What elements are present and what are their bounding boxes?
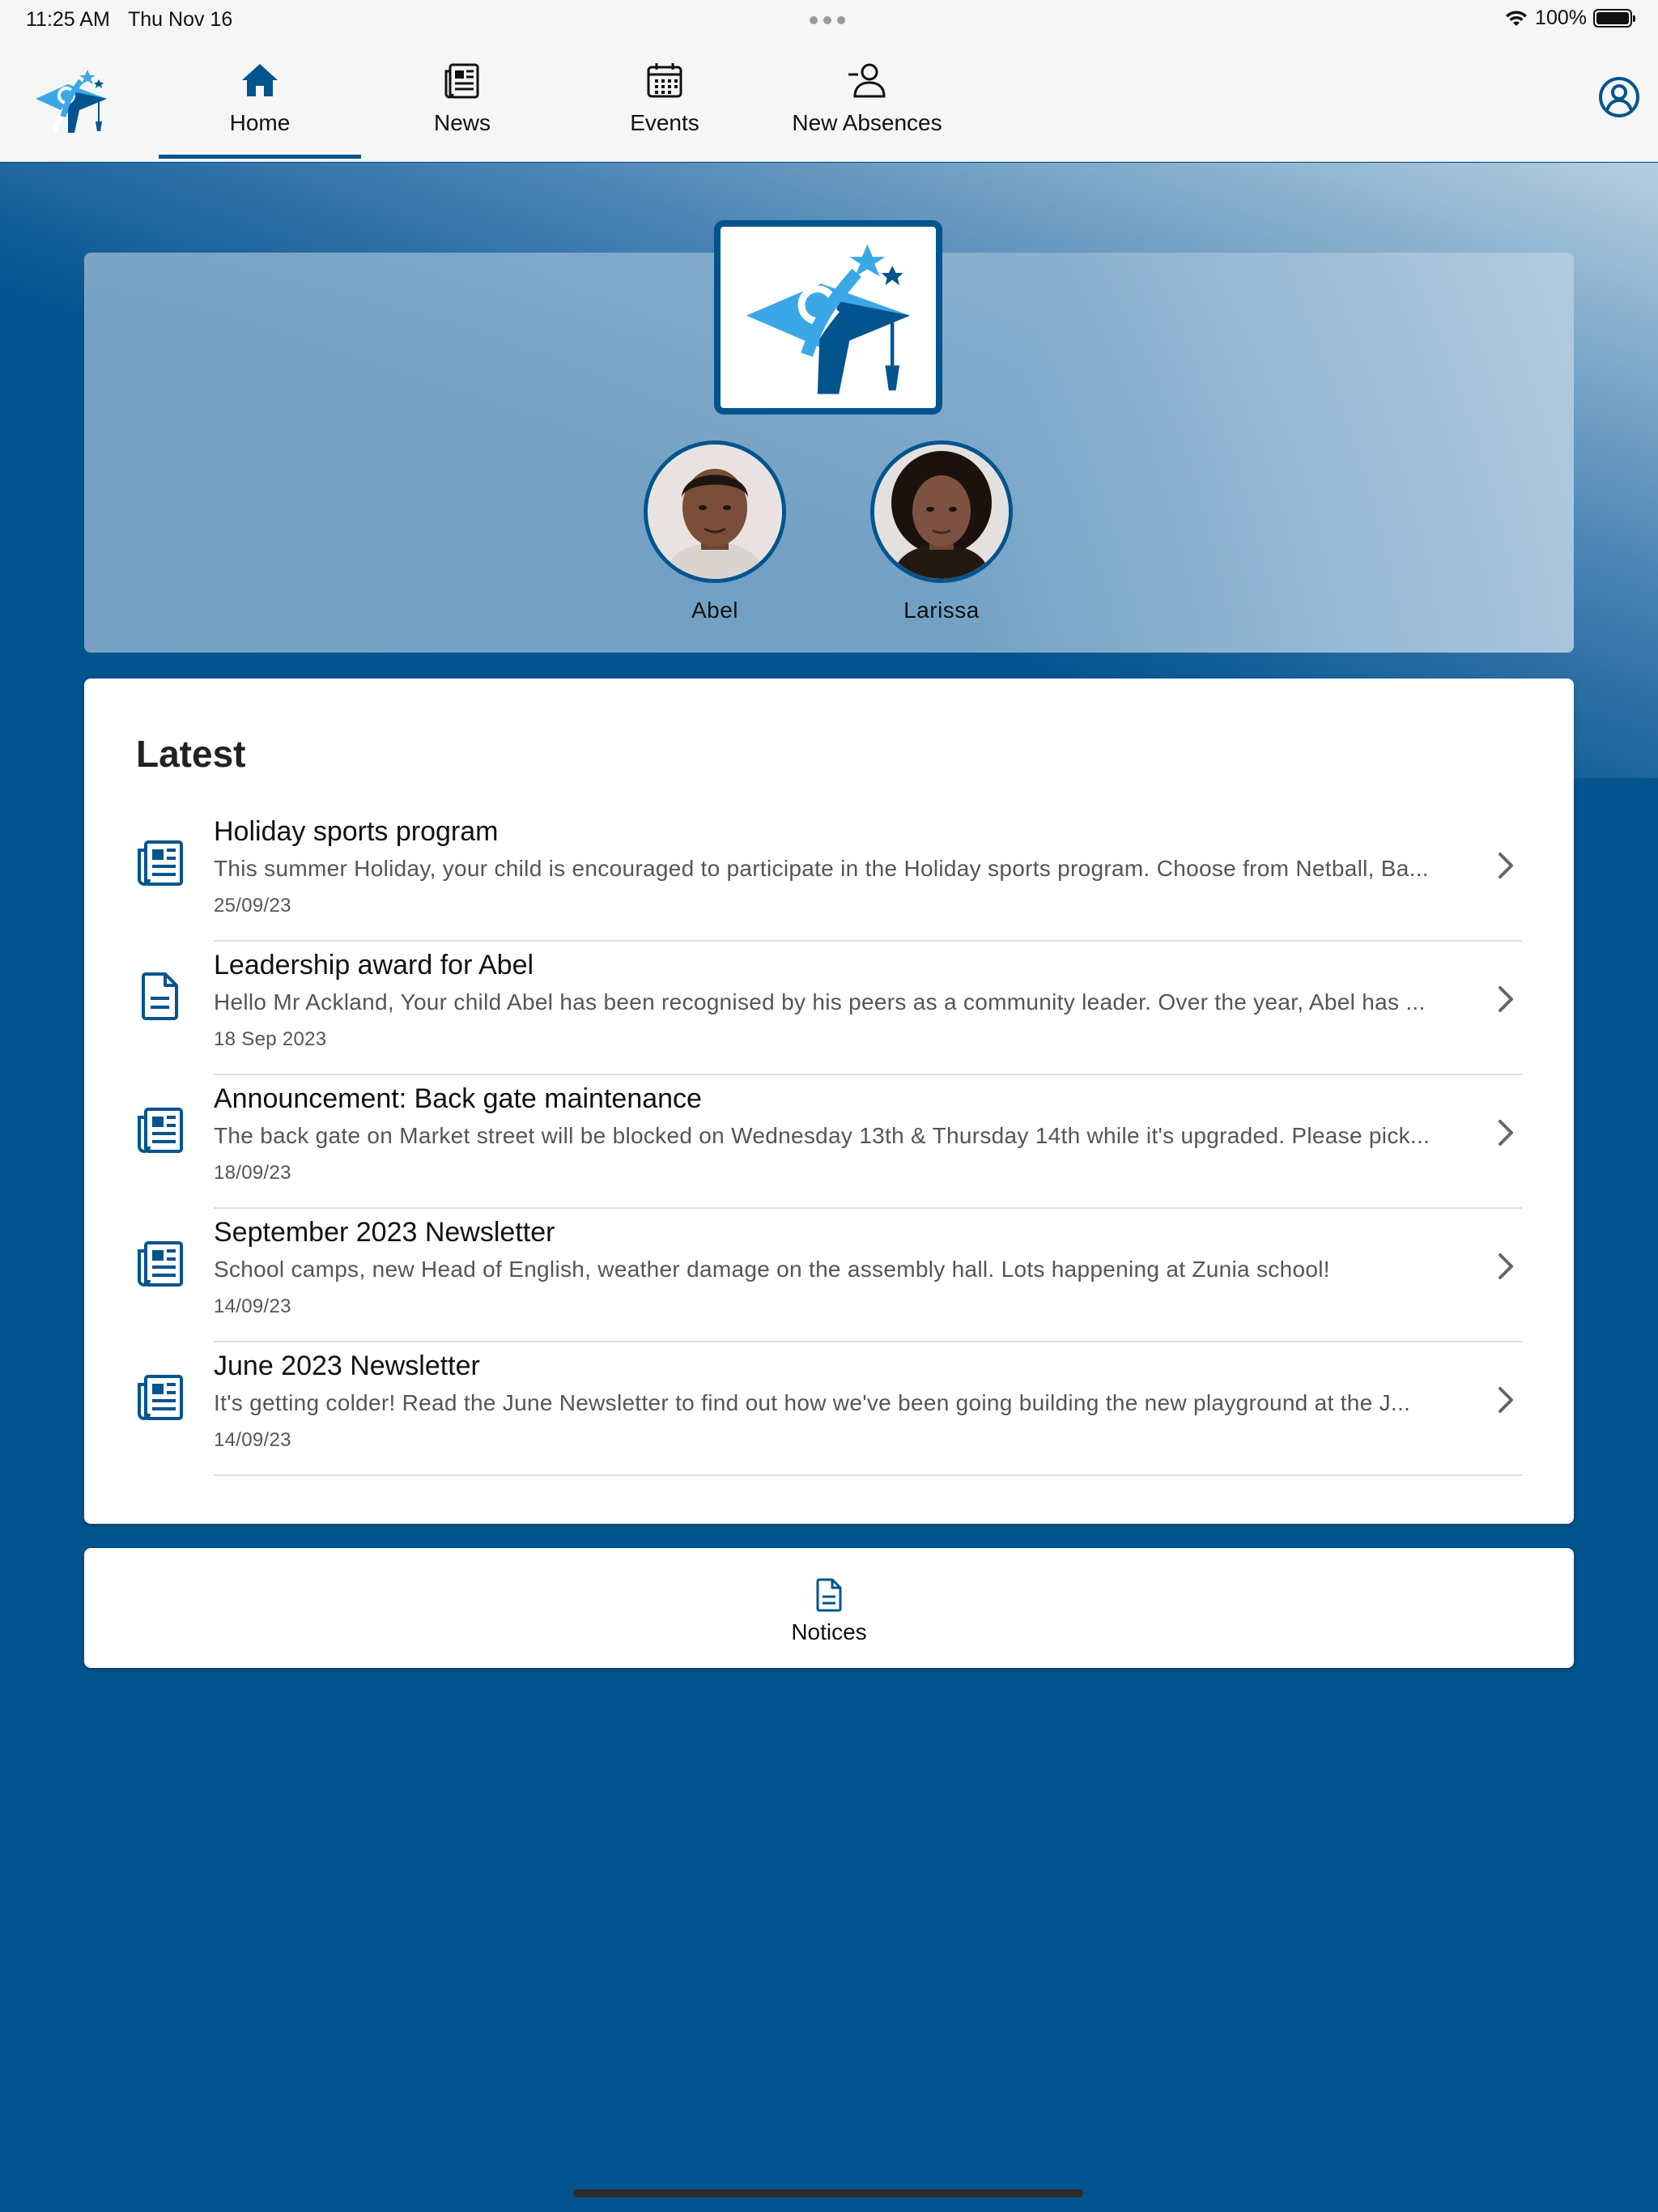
list-item[interactable] <box>84 1075 1574 1209</box>
news-summary: School camps, new Head of English, weather damage on the assembly hall. Lots happening at Zunia school! <box>214 1257 1330 1282</box>
news-date: 14/09/23 <box>214 1295 291 1317</box>
chevron-right-icon <box>1496 850 1516 881</box>
multitasking-dots-icon[interactable] <box>810 16 845 24</box>
newspaper-icon <box>136 1238 185 1288</box>
status-bar <box>0 0 1658 39</box>
newspaper-icon <box>136 1104 185 1155</box>
section-title: Latest <box>136 733 246 775</box>
chevron-right-icon <box>1496 984 1516 1015</box>
news-date: 18/09/23 <box>214 1162 291 1184</box>
news-summary: It's getting colder! Read the June Newsletter to find out how we've been going building the new playground at the J... <box>214 1390 1411 1415</box>
document-icon <box>813 1577 845 1613</box>
avatar <box>870 440 1013 583</box>
notices-label: Notices <box>791 1619 867 1644</box>
home-indicator[interactable] <box>573 2189 1083 2197</box>
person-minus-icon <box>847 60 887 100</box>
document-icon <box>136 971 185 1021</box>
list-item[interactable] <box>84 1342 1574 1476</box>
tab-label: New Absences <box>792 110 942 135</box>
battery-icon <box>1593 9 1632 28</box>
newspaper-icon <box>442 60 483 100</box>
profile-button[interactable] <box>1598 76 1640 118</box>
newspaper-icon <box>136 837 185 887</box>
news-date: 25/09/23 <box>214 895 291 917</box>
tab-news[interactable] <box>361 39 563 160</box>
divider <box>214 1474 1522 1476</box>
news-title: Leadership award for Abel <box>214 950 534 981</box>
status-right <box>1504 6 1632 30</box>
news-list <box>84 808 1574 1476</box>
tab-label: Home <box>229 110 291 135</box>
status-date: Thu Nov 16 <box>128 8 233 31</box>
latest-card <box>84 678 1574 1524</box>
status-time: 11:25 AM <box>26 8 110 31</box>
news-date: 18 Sep 2023 <box>214 1028 327 1050</box>
news-title: June 2023 Newsletter <box>214 1351 480 1381</box>
news-title: Announcement: Back gate maintenance <box>214 1083 702 1114</box>
avatar <box>644 440 786 583</box>
tab-label: Events <box>630 110 699 135</box>
chevron-right-icon <box>1496 1251 1516 1282</box>
news-date: 14/09/23 <box>214 1429 291 1451</box>
child-name: Larissa <box>903 598 980 623</box>
child-abel[interactable] <box>634 440 796 623</box>
school-logo-icon <box>739 240 917 394</box>
active-tab-indicator <box>159 155 361 159</box>
tab-new-absences[interactable] <box>766 39 968 160</box>
chevron-right-icon <box>1496 1117 1516 1148</box>
tab-events[interactable] <box>563 39 766 160</box>
user-circle-icon <box>1598 76 1640 118</box>
news-title: September 2023 Newsletter <box>214 1217 555 1248</box>
list-item[interactable] <box>84 808 1574 942</box>
news-summary: Hello Mr Ackland, Your child Abel has been recognised by his peers as a community leader. Over the year, Abel has ... <box>214 989 1426 1015</box>
notices-button[interactable] <box>84 1548 1574 1668</box>
child-larissa[interactable] <box>861 440 1022 623</box>
top-navigation <box>0 39 1658 162</box>
news-summary: This summer Holiday, your child is encouraged to participate in the Holiday sports program. Choose from Netball, Ba... <box>214 856 1429 881</box>
school-logo-icon[interactable] <box>31 66 112 133</box>
chevron-right-icon <box>1496 1385 1516 1415</box>
list-item[interactable] <box>84 1209 1574 1342</box>
wifi-icon <box>1504 9 1528 28</box>
calendar-icon <box>644 60 685 100</box>
list-item[interactable] <box>84 942 1574 1075</box>
tab-home[interactable] <box>159 39 361 160</box>
tab-label: News <box>433 110 491 135</box>
school-logo <box>714 220 942 415</box>
news-summary: The back gate on Market street will be blocked on Wednesday 13th & Thursday 14th while it's upgraded. Please pick... <box>214 1123 1431 1148</box>
battery-percent: 100% <box>1535 6 1587 29</box>
news-title: Holiday sports program <box>214 816 499 847</box>
child-name: Abel <box>691 598 739 623</box>
home-icon <box>240 60 280 100</box>
newspaper-icon <box>136 1372 185 1422</box>
